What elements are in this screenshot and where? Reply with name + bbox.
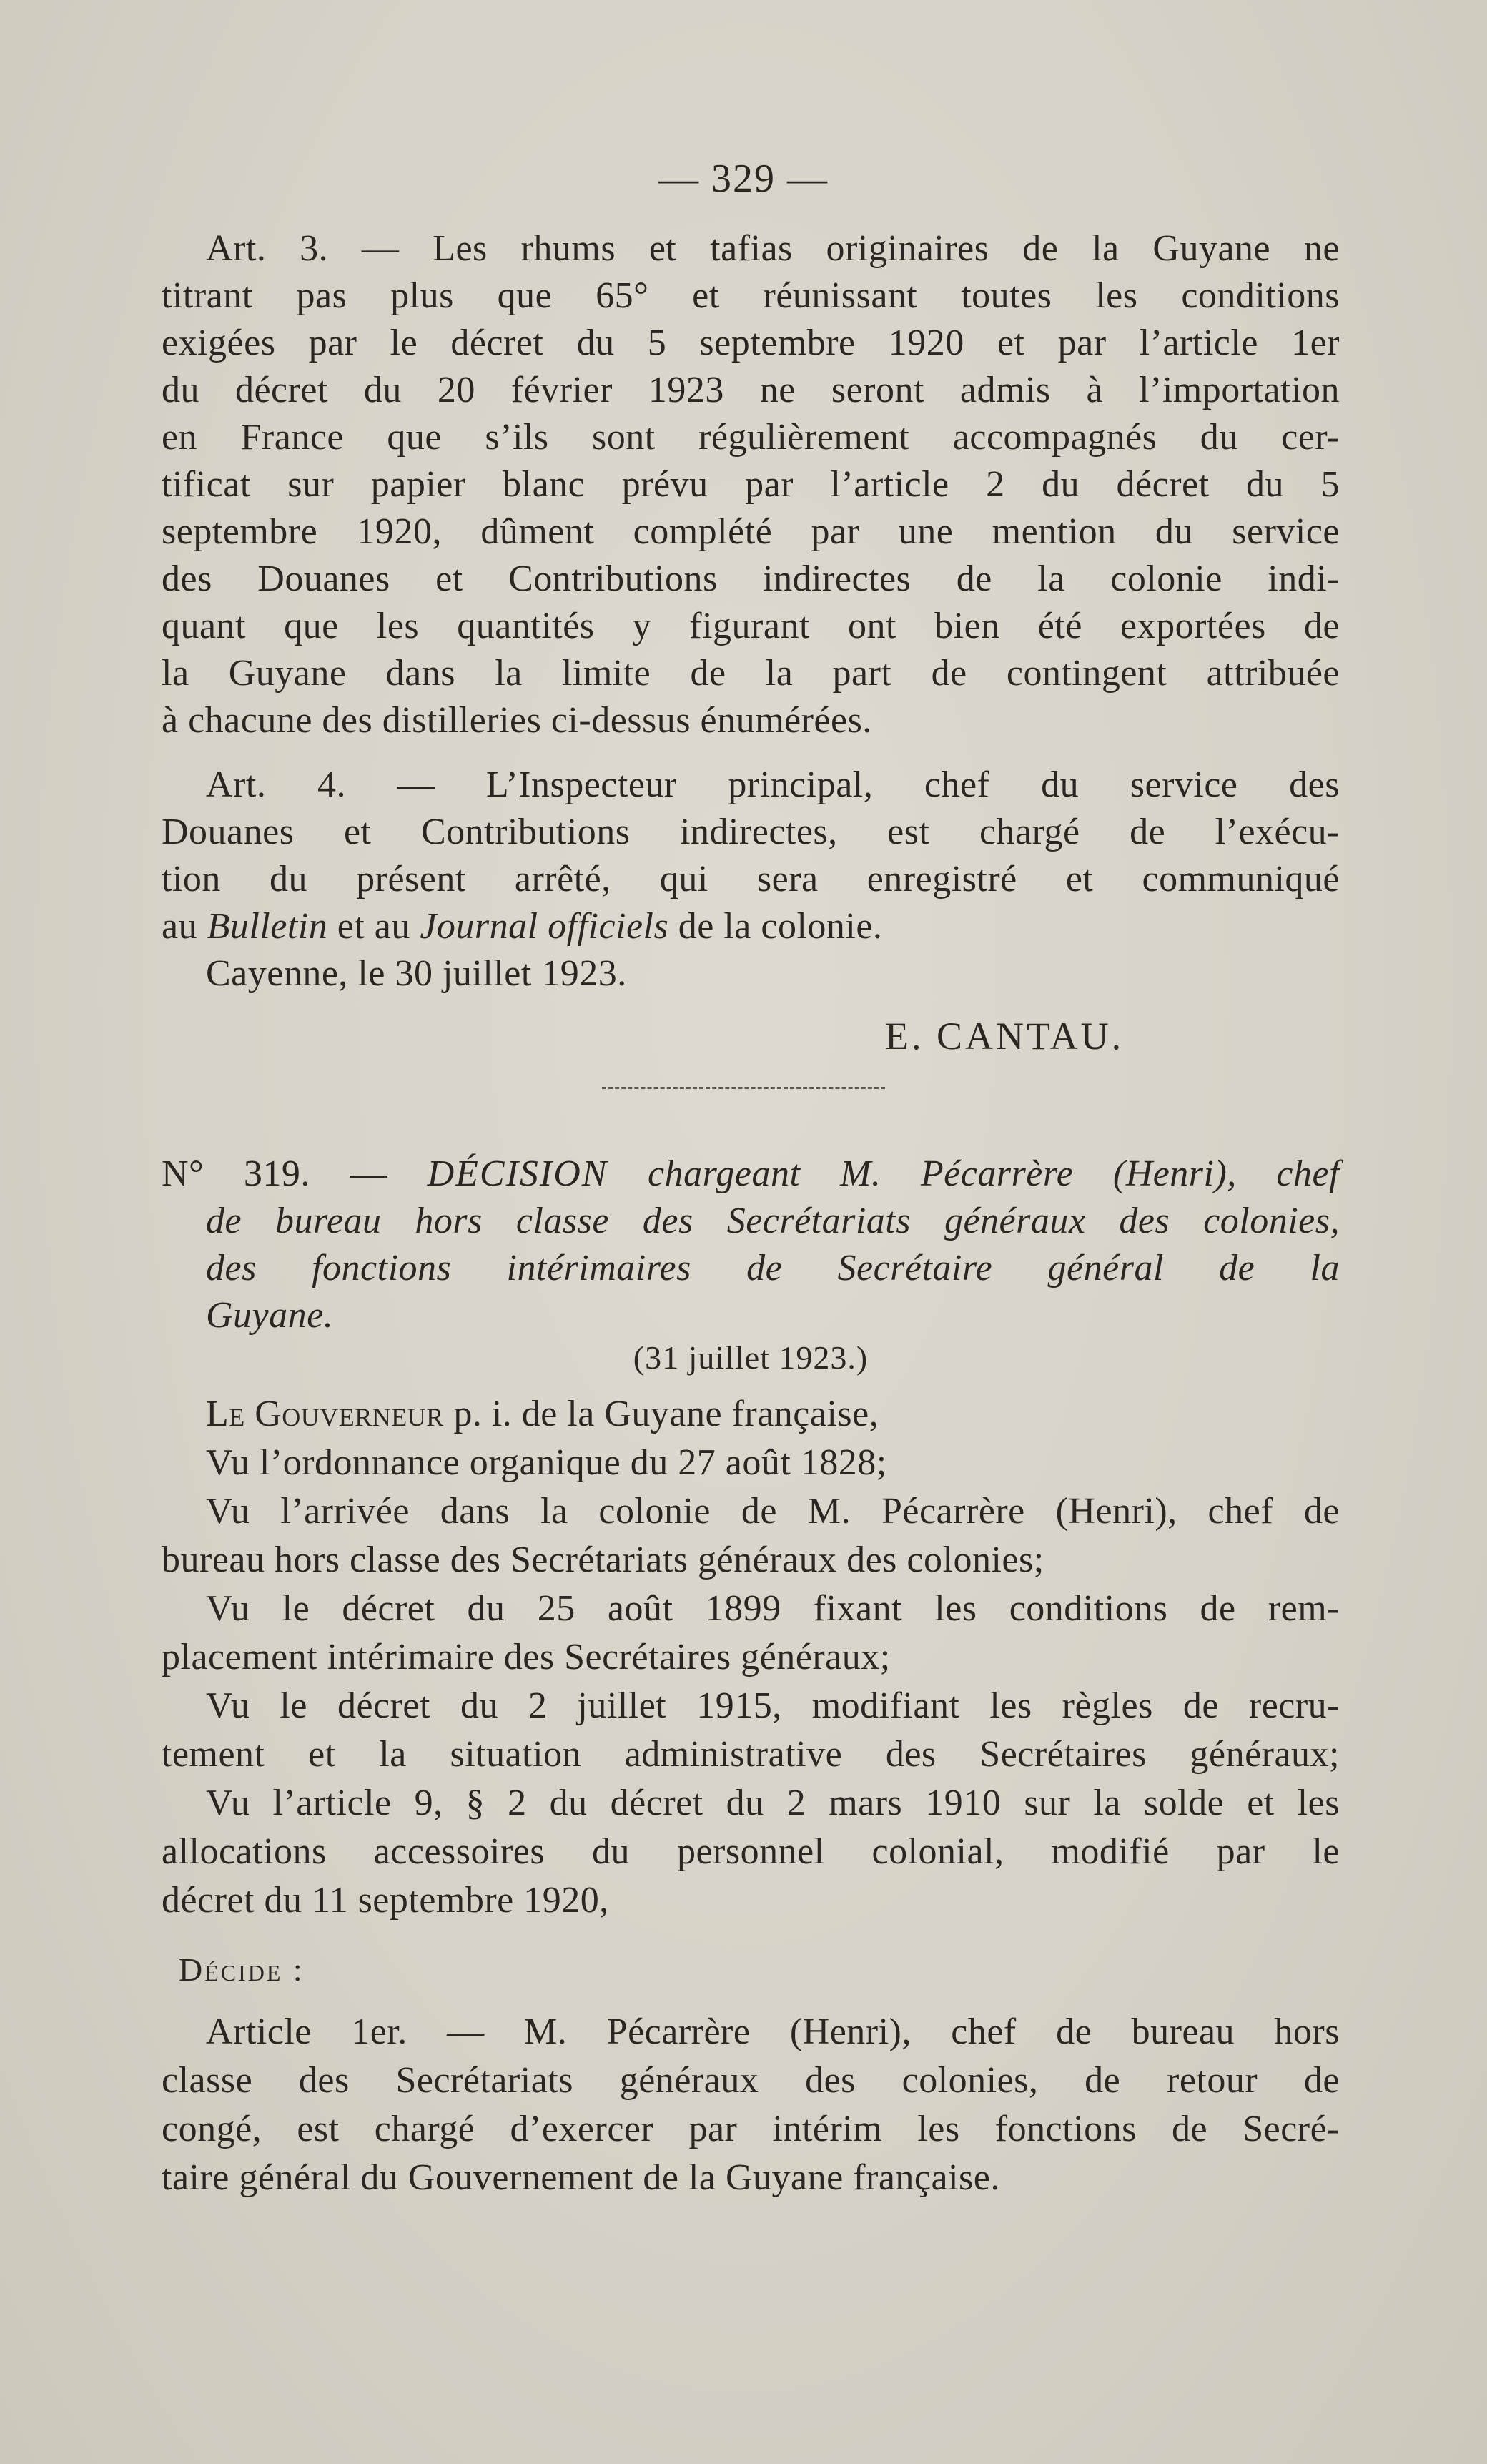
bulletin-title: Bulletin [207,906,328,947]
preamble-line: Vu le décret du 2 juillet 1915, modifiant les règles de recru- [206,1685,1340,1726]
place-date: Cayenne, le 30 juillet 1923. [206,953,627,994]
article-1-line: classe des Secrétariats généraux des colonies, de retour de [162,2060,1340,2101]
preamble-line: bureau hors classe des Secrétariats généraux des colonies; [162,1539,1044,1580]
decision-title-line: des fonctions intérimaires de Secrétaire général de la [206,1248,1340,1288]
article-4-line: Art. 4. — L’Inspecteur principal, chef du service des [206,764,1340,805]
governor-line [162,1391,1340,1437]
preamble-line: Vu le décret du 25 août 1899 fixant les conditions de rem- [206,1588,1340,1629]
article-4-text: de la colonie. [668,906,883,947]
article-3-line: quant que les quantités y figurant ont bien été exportées de [162,606,1340,646]
decide-heading: Décide : [179,1951,305,1988]
article-3-line: titrant pas plus que 65° et réunissant toutes les conditions [162,275,1340,316]
page-number: — 329 — [658,157,829,201]
decision-date: (31 juillet 1923.) [633,1339,869,1376]
article-4-text: au [162,906,207,947]
preamble-line: Vu l’article 9, § 2 du décret du 2 mars 1910 sur la solde et les [206,1783,1340,1823]
article-3-line: septembre 1920, dûment complété par une mention du service [162,511,1340,552]
article-3-line: du décret du 20 février 1923 ne seront admis à l’importation [162,370,1340,410]
preamble-line: placement intérimaire des Secrétaires généraux; [162,1637,891,1677]
article-4-text: et au [327,906,420,947]
article-3-line: Art. 3. — Les rhums et tafias originaires de la Guyane ne [206,228,1340,269]
article-3-line: tificat sur papier blanc prévu par l’article 2 du décret du 5 [162,464,1340,505]
article-3-line: la Guyane dans la limite de la part de contingent attribuée [162,653,1340,694]
governor-title: Le Gouverneur [206,1394,444,1434]
article-3-line: des Douanes et Contributions indirectes de la colonie indi- [162,558,1340,599]
decision-title-rest: chargeant M. Pécarrère (Henri), chef [608,1153,1340,1194]
section-divider [602,1087,885,1089]
governor-rest: p. i. de la Guyane française, [443,1394,879,1434]
preamble-line: allocations accessoires du personnel colonial, modifié par le [162,1831,1340,1872]
signature: E. CANTAU. [885,1015,1125,1058]
article-4-line: Douanes et Contributions indirectes, est chargé de l’exécu- [162,812,1340,852]
decision-title-line [162,1151,1340,1197]
preamble-line: décret du 11 septembre 1920, [162,1880,609,1921]
decision-title-line: de bureau hors classe des Secrétariats généraux des colonies, [206,1201,1340,1241]
decision-title-line: Guyane. [206,1295,334,1336]
article-3-line: en France que s’ils sont régulièrement accompagnés du cer- [162,417,1340,458]
article-3-line: à chacune des distilleries ci-dessus énumérées. [162,700,872,741]
preamble-line: Vu l’ordonnance organique du 27 août 1828; [206,1442,887,1483]
article-1-line: congé, est chargé d’exercer par intérim les fonctions de Secré- [162,2109,1340,2149]
article-4-last-line [162,904,1340,950]
preamble-line: Vu l’arrivée dans la colonie de M. Pécarrère (Henri), chef de [206,1491,1340,1532]
decision-number: N° 319. — [162,1153,387,1194]
article-4-line: tion du présent arrêté, qui sera enregistré et communiqué [162,859,1340,900]
article-1-line: taire général du Gouvernement de la Guyane française. [162,2157,1000,2198]
journal-title: Journal officiels [420,906,669,947]
article-3-line: exigées par le décret du 5 septembre 1920 et par l’article 1er [162,322,1340,363]
article-1-line: Article 1er. — M. Pécarrère (Henri), chef de bureau hors [206,2011,1340,2052]
decision-word: DÉCISION [427,1153,608,1194]
preamble-line: tement et la situation administrative des Secrétaires généraux; [162,1734,1340,1775]
